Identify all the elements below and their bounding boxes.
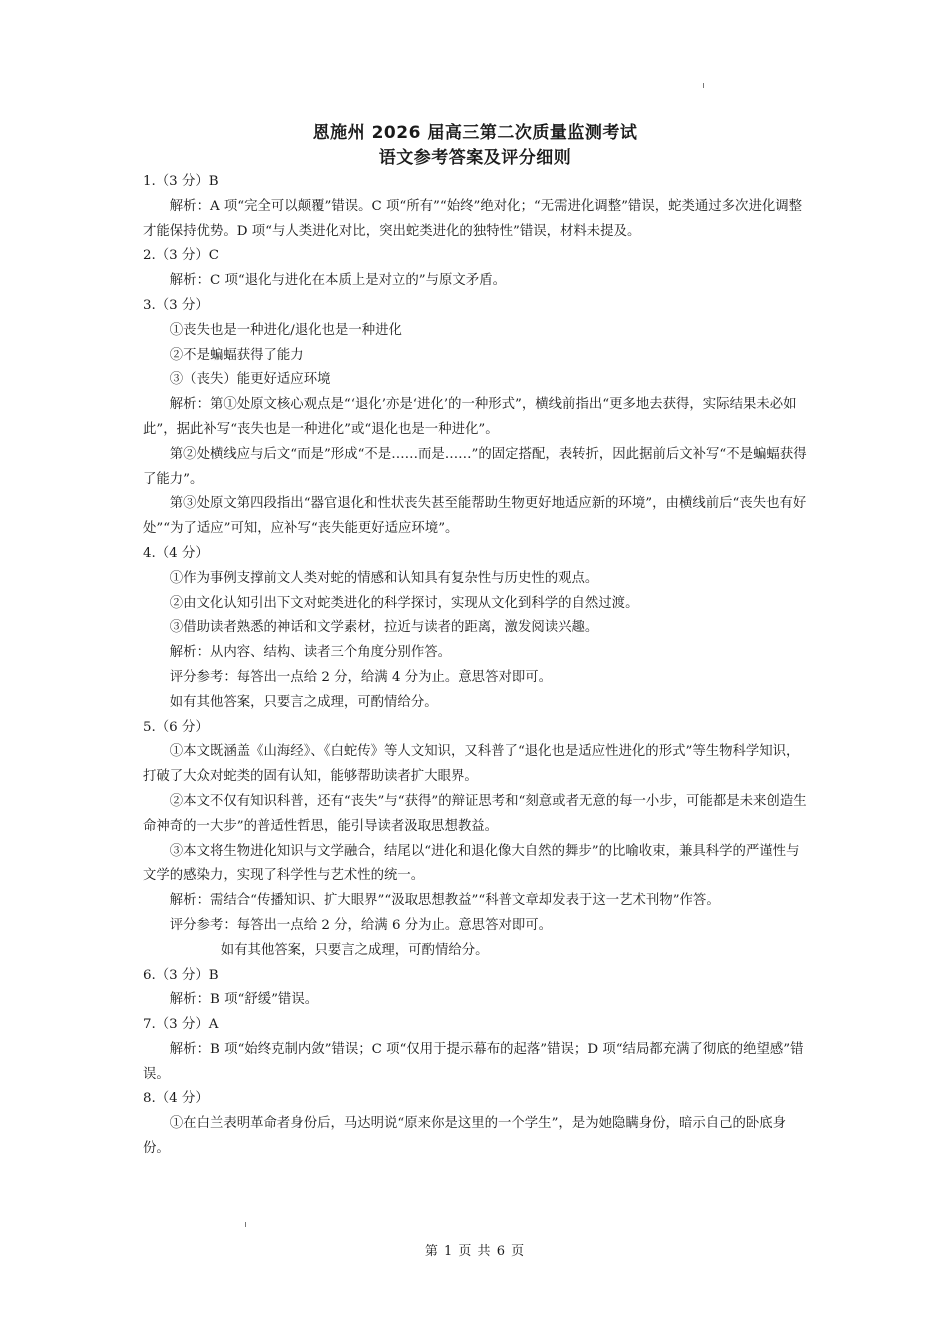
question-3-answer-3: ③（丧失）能更好适应环境: [169, 372, 331, 388]
question-4-scoring: 评分参考：每答出一点给 2 分，给满 4 分为止。意思答对即可。: [169, 669, 553, 685]
question-8-answer-1: ①在白兰表明革命者身份后，马达明说“原来你是这里的一个学生”，是为她隐瞒身份，暗示自己的卧底身份。: [143, 1116, 787, 1157]
question-5-scoring: 评分参考：每答出一点给 2 分，给满 6 分为止。意思答对即可。: [169, 917, 553, 933]
question-7-heading: 7.（3 分）A: [143, 1017, 219, 1033]
question-5-analysis: 解析：需结合“传播知识、扩大眼界”“汲取思想教益”“科普文章却发表于这一艺术刊物”作答。: [169, 893, 720, 909]
question-3-analysis-3: 第③处原文第四段指出“器官退化和性状丧失甚至能帮助生物更好地适应新的环境”，由横线前后“丧失也有好处”“为了适应”可知，应补写“丧失能更好适应环境”。: [143, 496, 807, 537]
question-4-analysis: 解析：从内容、结构、读者三个角度分别作答。: [169, 645, 451, 661]
question-1-heading: 1.（3 分）B: [143, 174, 219, 189]
question-5-note: 如有其他答案，只要言之成理，可酌情给分。: [220, 942, 489, 958]
question-8-heading: 8.（4 分）: [143, 1091, 209, 1107]
question-3-heading: 3.（3 分）: [143, 297, 209, 313]
document-subtitle: 语文参考答案及评分细则: [378, 148, 572, 168]
question-3-answer-1: ①丧失也是一种进化/退化也是一种进化: [169, 322, 402, 338]
question-4-answer-2: ②由文化认知引出下文对蛇类进化的科学探讨，实现从文化到科学的自然过渡。: [169, 595, 639, 611]
question-5-answer-3: ③本文将生物进化知识与文学融合，结尾以“进化和退化像大自然的舞步”的比喻收束，兼具科学的严谨性与文学的感染力，实现了科学性与艺术性的统一。: [143, 843, 800, 884]
question-3-analysis-1: 解析：第①处原文核心观点是“‘退化’亦是‘进化’的一种形式”，横线前指出“更多地去获得，实际结果未必如此”，据此补写“丧失也是一种进化”或“退化也是一种进化”。: [143, 397, 797, 437]
question-4-answer-3: ③借助读者熟悉的神话和文学素材，拉近与读者的距离，激发阅读兴趣。: [169, 620, 599, 636]
question-2-heading: 2.（3 分）C: [143, 248, 219, 264]
document-title: 恩施州 2026 届高三第二次质量监测考试: [312, 123, 638, 143]
question-2-analysis: 解析：C 项“退化与进化在本质上是对立的”与原文矛盾。: [169, 273, 506, 289]
question-4-note: 如有其他答案，只要言之成理，可酌情给分。: [169, 694, 438, 710]
scan-mark: [245, 1222, 246, 1227]
question-3-analysis-2: 第②处横线应与后文“而是”形成“不是……而是……”的固定搭配，表转折，因此据前后文补写“不是蝙蝠获得了能力”。: [143, 446, 807, 487]
question-5-answer-1: ①本文既涵盖《山海经》、《白蛇传》等人文知识，又科普了“退化也是适应性进化的形式”等生物科学知识，打破了大众对蛇类的固有认知，能够帮助读者扩大眼界。: [143, 744, 800, 785]
question-6-analysis: 解析：B 项“舒缓”错误。: [169, 992, 319, 1008]
question-6-heading: 6.（3 分）B: [143, 967, 219, 983]
question-7-analysis: 解析：B 项“始终克制内敛”错误；C 项“仅用于提示幕布的起落”错误；D 项“结局都充满了彻底的绝望感”错误。: [143, 1041, 804, 1082]
question-1-analysis: 解析：A 项“完全可以颠覆”错误。C 项“所有”“始终”绝对化；“无需进化调整”错误，蛇类通过多次进化调整才能保持优势。D 项“与人类进化对比，突出蛇类进化的独特性”错误，材料未提及。: [143, 198, 803, 239]
question-4-heading: 4.（4 分）: [143, 545, 209, 561]
question-5-heading: 5.（6 分）: [143, 719, 209, 735]
answer-body: [143, 170, 808, 1162]
page-number: 第 1 页 共 6 页: [424, 1244, 526, 1259]
question-5-answer-2: ②本文不仅有知识科普，还有“丧失”与“获得”的辩证思考和“刻意或者无意的每一小步，可能都是未来创造生命神奇的一大步”的普适性哲思，能引导读者汲取思想教益。: [143, 793, 807, 834]
scan-mark: [703, 83, 704, 88]
question-4-answer-1: ①作为事例支撑前文人类对蛇的情感和认知具有复杂性与历史性的观点。: [169, 570, 599, 586]
question-3-answer-2: ②不是蝙蝠获得了能力: [169, 347, 304, 363]
